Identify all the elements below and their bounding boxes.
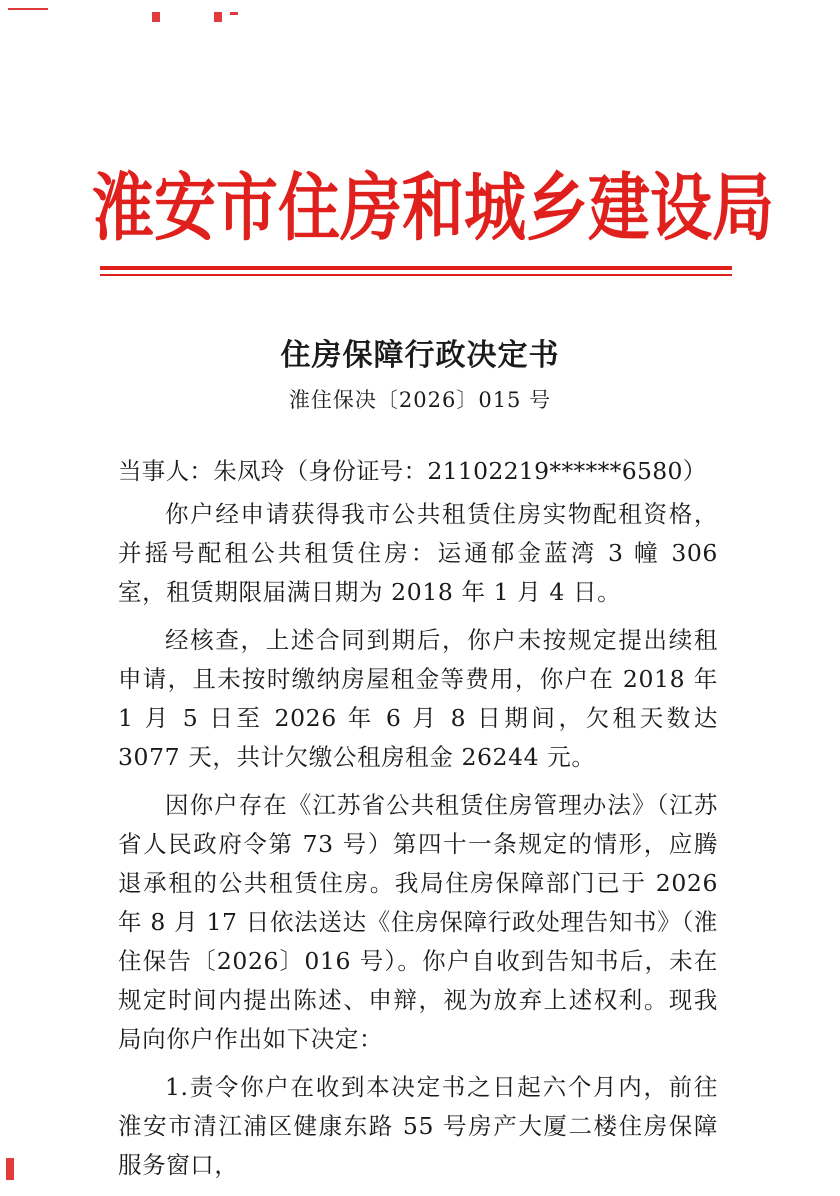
document-title: 住房保障行政决定书 <box>280 338 560 373</box>
letterhead-rule <box>100 274 732 276</box>
party-line: 当事人：朱凤玲（身份证号：21102219******6580） <box>118 457 707 485</box>
scan-mark <box>6 1158 14 1180</box>
body-paragraph: 1.责令你户在收到本决定书之日起六个月内，前往淮安市清江浦区健康东路 55 号房产大厦二楼住房保障服务窗口， <box>118 1073 718 1179</box>
scan-mark <box>8 8 48 10</box>
body-paragraph: 经核查，上述合同到期后，你户未按规定提出续租申请，且未按时缴纳房屋租金等费用，你户在 2018 年 1 月 5 日至 2026 年 6 月 8 日期间，欠租天数达 3077 天，共计欠缴公租房租金 26244 元。 <box>118 626 718 771</box>
document-number: 淮住保决〔2026〕015 号 <box>288 388 552 412</box>
scan-mark <box>152 12 160 22</box>
body-paragraph: 你户经申请获得我市公共租赁住房实物配租资格，并摇号配租公共租赁住房：运通郁金蓝湾 3 幢 306 室，租赁期限届满日期为 2018 年 1 月 4 日。 <box>118 500 718 606</box>
agency-letterhead: 淮安市住房和城乡建设局 <box>92 164 775 251</box>
scan-mark <box>214 12 222 22</box>
scan-mark <box>230 12 238 15</box>
body-paragraph: 因你户存在《江苏省公共租赁住房管理办法》（江苏省人民政府令第 73 号）第四十一条规定的情形，应腾退承租的公共租赁住房。我局住房保障部门已于 2026 年 8 月 17 日依法送达《住房保障行政处理告知书》（淮住保告〔2026〕016 号）。你户自收到告知书后，未在规定时间内提出陈述、申辩，视为放弃上述权利。现我局向你户作出如下决定： <box>118 791 718 1053</box>
document-body <box>118 452 718 1194</box>
letterhead-rule <box>100 266 732 270</box>
